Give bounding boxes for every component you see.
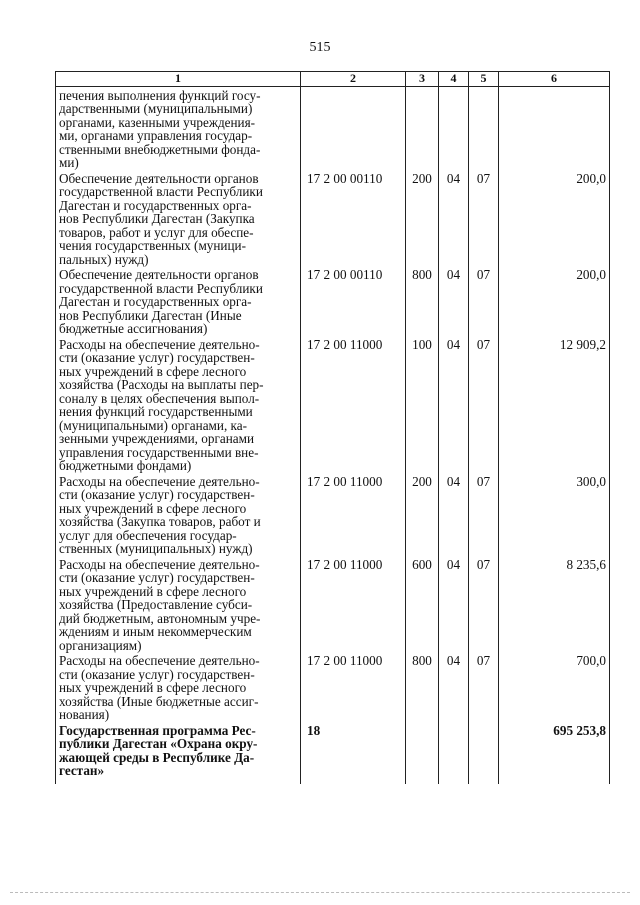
cell-description: Расходы на обеспечение деятельно- сти (оказание услуг) государствен- ных учреждений в сфере лесного хозяйства (Предоставление субси- дий бюджетным, автономным учре- ждениям и иным некоммерческим организациям) — [56, 556, 301, 653]
cell-expense-type — [406, 86, 439, 170]
cell-subsection — [469, 722, 499, 784]
cell-section: 04 — [439, 652, 469, 722]
cell-code — [301, 86, 406, 170]
table-header-row — [56, 72, 610, 87]
cell-description: Расходы на обеспечение деятельно- сти (оказание услуг) государствен- ных учреждений в сфере лесного хозяйства (Расходы на выплаты пер- соналу в целях обеспечения выпол- нения функций государственными (муниципальными) органами, ка- зенными учреждениями, органами управления государственными вне- бюджетными фондами) — [56, 336, 301, 473]
cell-subsection: 07 — [469, 652, 499, 722]
cell-amount: 300,0 — [499, 473, 610, 556]
cell-description: печения выполнения функций госу- дарственными (муниципальными) органами, казенными учреждения- ми, органами управления государ- ственными внебюджетными фонда- ми) — [56, 86, 301, 170]
cell-description: Расходы на обеспечение деятельно- сти (оказание услуг) государствен- ных учреждений в сфере лесного хозяйства (Иные бюджетные ассиг- нования) — [56, 652, 301, 722]
cell-description: Обеспечение деятельности органов государственной власти Республики Дагестан и государственных орга- нов Республики Дагестан (Закупка товаров, работ и услуг для обеспе- чения государственных (муници- пальных) нужд) — [56, 170, 301, 267]
cell-amount: 8 235,6 — [499, 556, 610, 653]
cell-subsection: 07 — [469, 473, 499, 556]
cell-code: 17 2 00 11000 — [301, 652, 406, 722]
cell-code: 17 2 00 11000 — [301, 336, 406, 473]
table-row — [56, 473, 610, 556]
table-row — [56, 652, 610, 722]
cell-section: 04 — [439, 473, 469, 556]
cell-code: 17 2 00 00110 — [301, 266, 406, 336]
cell-subsection: 07 — [469, 556, 499, 653]
header-col-1: 1 — [56, 72, 301, 87]
cell-expense-type: 200 — [406, 473, 439, 556]
cell-amount: 700,0 — [499, 652, 610, 722]
table-row — [56, 170, 610, 267]
table-row — [56, 722, 610, 784]
header-col-3: 3 — [406, 72, 439, 87]
cell-description: Расходы на обеспечение деятельно- сти (оказание услуг) государствен- ных учреждений в сфере лесного хозяйства (Закупка товаров, работ и услуг для обеспечения государ- ственных (муниципальных) нужд) — [56, 473, 301, 556]
cell-amount: 200,0 — [499, 266, 610, 336]
header-col-2: 2 — [301, 72, 406, 87]
cell-subsection: 07 — [469, 336, 499, 473]
cell-description: Государственная программа Рес- публики Дагестан «Охрана окру- жающей среды в Республике Да- гестан» — [56, 722, 301, 784]
header-col-4: 4 — [439, 72, 469, 87]
cell-amount: 12 909,2 — [499, 336, 610, 473]
cell-section — [439, 722, 469, 784]
cell-description: Обеспечение деятельности органов государственной власти Республики Дагестан и государственных орга- нов Республики Дагестан (Иные бюджетные ассигнования) — [56, 266, 301, 336]
header-col-6: 6 — [499, 72, 610, 87]
cell-subsection: 07 — [469, 170, 499, 267]
cell-section — [439, 86, 469, 170]
table-row — [56, 336, 610, 473]
cell-section: 04 — [439, 336, 469, 473]
cell-code: 17 2 00 00110 — [301, 170, 406, 267]
table-row — [56, 266, 610, 336]
cell-section: 04 — [439, 266, 469, 336]
cell-expense-type — [406, 722, 439, 784]
cell-expense-type: 600 — [406, 556, 439, 653]
page-number: 515 — [309, 40, 331, 55]
cell-expense-type: 800 — [406, 266, 439, 336]
cell-code: 17 2 00 11000 — [301, 556, 406, 653]
cell-expense-type: 800 — [406, 652, 439, 722]
cell-amount: 200,0 — [499, 170, 610, 267]
cell-section: 04 — [439, 556, 469, 653]
cell-amount — [499, 86, 610, 170]
header-col-5: 5 — [469, 72, 499, 87]
cell-expense-type: 200 — [406, 170, 439, 267]
cell-subsection: 07 — [469, 266, 499, 336]
cell-expense-type: 100 — [406, 336, 439, 473]
cell-code: 17 2 00 11000 — [301, 473, 406, 556]
cell-subsection — [469, 86, 499, 170]
table-row — [56, 86, 610, 170]
scan-edge-line — [10, 892, 630, 893]
cell-section: 04 — [439, 170, 469, 267]
cell-amount: 695 253,8 — [499, 722, 610, 784]
table-row — [56, 556, 610, 653]
budget-table — [55, 71, 610, 784]
cell-code: 18 — [301, 722, 406, 784]
